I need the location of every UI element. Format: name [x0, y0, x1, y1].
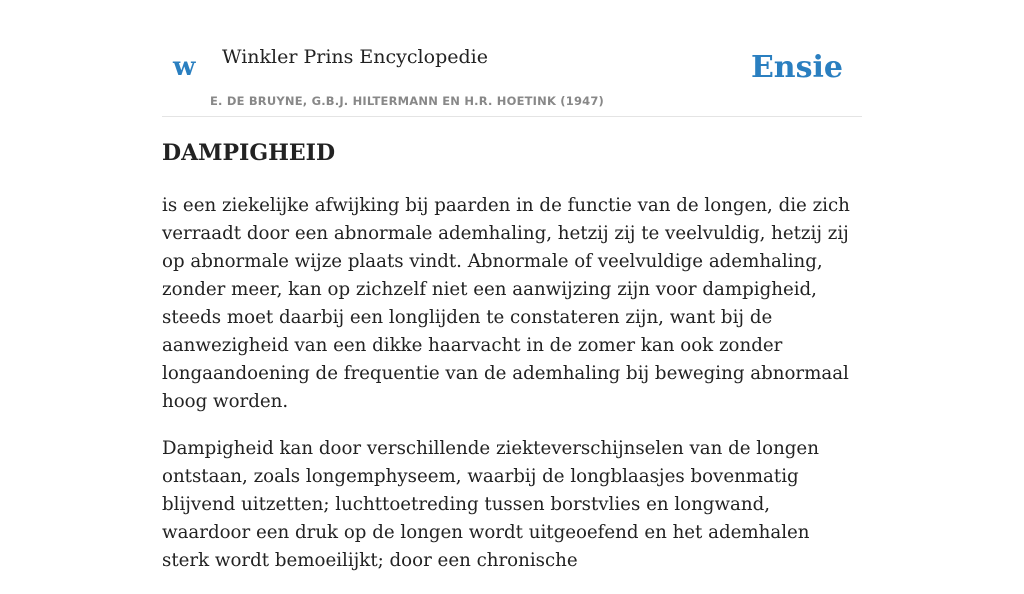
article-paragraph: is een ziekelijke afwijking bij paarden in de functie van de longen, die zich verraadt door een abnormale ademhaling, hetzij zij te veelvuldig, hetzij zij op abnormale wijze plaats vindt. Abnormale of veelvuldige ademhaling, zonder meer, kan op zichzelf niet een aanwijzing zijn voor dampigheid, steeds moet daarbij een longlijden te constateren zijn, want bij de aanwezigheid van een dikke haarvacht in de zomer kan ook zonder longaandoening de frequentie van de ademhaling bij beweging abnormaal hoog worden. [162, 195, 850, 412]
publication-title[interactable]: Winkler Prins Encyclopedie [222, 46, 488, 68]
site-header [162, 0, 862, 117]
article-paragraph: Dampigheid kan door verschillende ziekteverschijnselen van de longen ontstaan, zoals longemphyseem, waarbij de longblaasjes bovenmatig blijvend uitzetten; luchttoetreding tussen borstvlies en longwand, waardoor een druk op de longen wordt uitgeoefend en het ademhalen sterk wordt bemoeilijkt; door een chronische [162, 438, 819, 571]
publication-logo[interactable]: w [173, 52, 196, 82]
publication-authors: E. DE BRUYNE, G.B.J. HILTERMANN EN H.R. HOETINK (1947) [210, 94, 605, 108]
entry-title: DAMPIGHEID [162, 140, 336, 166]
ensie-logo[interactable]: Ensie [750, 50, 843, 85]
article-body [162, 192, 862, 594]
page [162, 0, 862, 571]
